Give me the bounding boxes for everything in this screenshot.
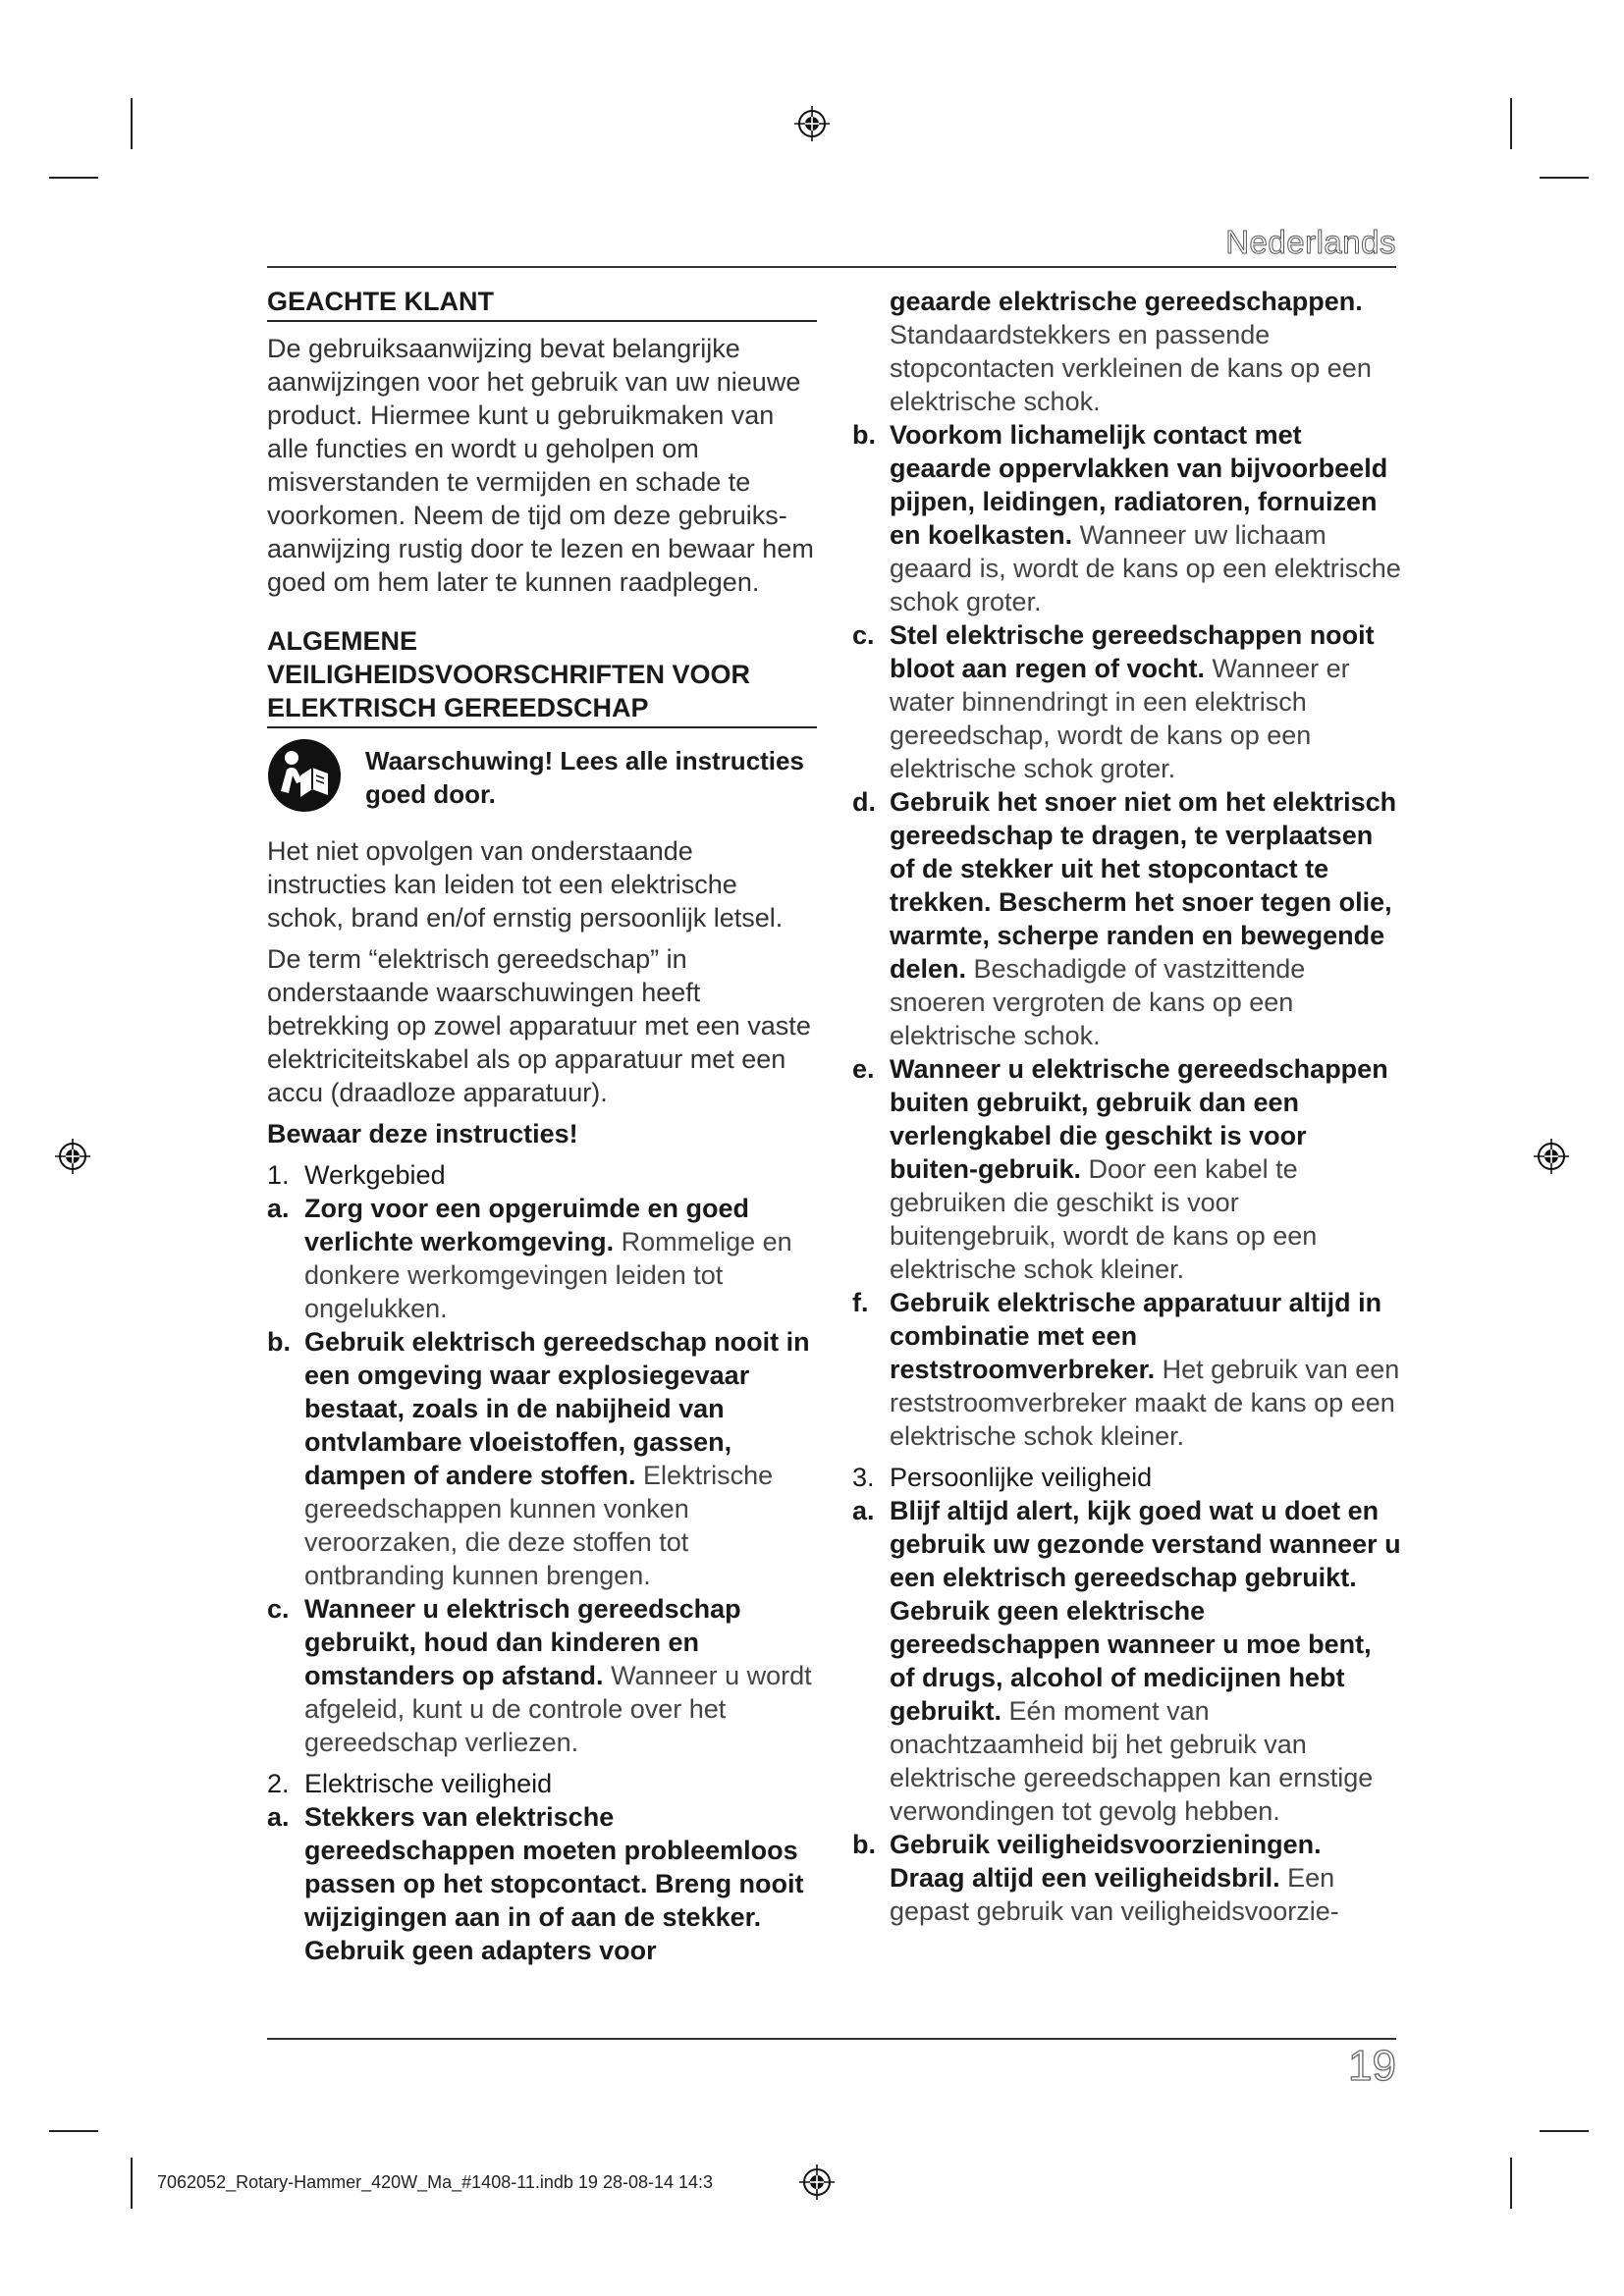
list-item <box>267 1800 817 1967</box>
item-bold-text: Voorkom lichamelijk contact met geaarde oppervlakken van bijvoorbeeld pijpen, leidingen, radiatoren, fornuizen en koelkasten. <box>890 420 1388 550</box>
list-item <box>267 1192 817 1325</box>
list-item <box>267 1325 817 1592</box>
list-item <box>852 1052 1402 1286</box>
item-label: b. <box>852 420 876 450</box>
registration-mark-icon <box>53 1137 92 1176</box>
item-label: f. <box>852 1288 869 1317</box>
section-title: Werkgebied <box>304 1160 446 1190</box>
crop-mark <box>1540 2130 1589 2132</box>
list-item <box>852 618 1402 785</box>
paragraph-term-definition: De term “elektrisch gereedschap” in onderstaande waarschuwingen heeft betrekking op zowel apparatuur met een vaste elektriciteitskabel als op apparatuur met een accu (draadloze apparatuur). <box>267 944 811 1107</box>
crop-mark <box>1510 2158 1512 2209</box>
page-number: 19 <box>1348 2042 1396 2090</box>
list-item <box>267 1592 817 1759</box>
registration-mark-icon <box>797 2163 837 2202</box>
read-manual-icon <box>267 738 342 813</box>
item-label: b. <box>267 1327 291 1357</box>
item-body-text: Rommelige en donkere werkomgevingen leiden tot ongelukken. <box>304 1227 792 1323</box>
item-label: d. <box>852 787 876 817</box>
list-item <box>852 418 1402 618</box>
item-body-text: Wanneer er water binnendringt in een elektrisch gereedschap, wordt de kans op een elektrische schok groter. <box>890 654 1350 783</box>
footer-rule <box>267 2038 1396 2040</box>
item-body-text: Een gepast gebruik van veiligheidsvoorzie- <box>890 1863 1339 1926</box>
item-bold-text: Gebruik elektrisch gereedschap nooit in een omgeving waar explosiegevaar bestaat, zoals in de nabijheid van ontvlambare vloeistoffen, gassen, dampen of andere stoffen. <box>304 1327 810 1490</box>
item-bold-text: Blijf altijd alert, kijk goed wat u doet en gebruik uw gezonde verstand wanneer u een elektrisch gereedschap gebruikt. Gebruik geen elektrische gereedschappen wanneer u moe bent, of drugs, alcohol of medicijnen hebt gebruikt. <box>890 1496 1401 1726</box>
item-bold-text: Wanneer u elektrische gereedschappen buiten gebruikt, gebruik dan een verlengkabel die geschikt is voor buiten-gebruik. <box>890 1054 1388 1184</box>
item-label: b. <box>852 1830 876 1859</box>
section-number: 1. <box>267 1160 290 1190</box>
file-info: 7062052_Rotary-Hammer_420W_Ma_#1408-11.indb 19 <box>157 2172 598 2192</box>
item-body-text: Wanneer uw lichaam geaard is, wordt de kans op een elektrische schok groter. <box>890 520 1401 616</box>
crop-mark <box>1540 177 1589 179</box>
warning-block <box>267 738 817 813</box>
item-body-text: Standaardstekkers en passende stopcontacten verkleinen de kans op een elektrische schok. <box>890 320 1372 416</box>
section-heading-electrical-safety <box>267 1767 817 1800</box>
crop-mark <box>131 98 133 149</box>
section-number: 2. <box>267 1769 290 1798</box>
keep-instructions-note: Bewaar deze instructies! <box>267 1119 578 1148</box>
section-title: Elektrische veiligheid <box>304 1769 553 1798</box>
item-bold-text: Stekkers van elektrische gereedschappen moeten probleemloos passen op het stopcontact. Breng nooit wijzigingen aan in of aan de stekker. Gebruik geen adapters voor <box>304 1802 804 1965</box>
crop-mark <box>49 2130 98 2132</box>
list-item <box>852 1286 1402 1453</box>
print-date-time: 28-08-14 14:3 <box>602 2172 714 2192</box>
language-label: Nederlands <box>1225 224 1396 260</box>
left-column <box>267 285 817 1967</box>
item-bold-text: Gebruik het snoer niet om het elektrisch gereedschap te dragen, te verplaatsen of de stekker uit het stopcontact te trekken. Bescherm het snoer tegen olie, warmte, scherpe randen en bewegende delen. <box>890 787 1397 984</box>
section-heading-personal-safety <box>852 1461 1402 1494</box>
item-bold-text: Zorg voor een opgeruimde en goed verlichte werkomgeving. <box>304 1194 750 1256</box>
item-label: c. <box>852 620 875 650</box>
section-title: Persoonlijke veiligheid <box>890 1463 1153 1492</box>
print-slug <box>157 2172 713 2193</box>
item-body-text: Beschadigde of vastzittende snoeren vergroten de kans op een elektrische schok. <box>890 954 1306 1050</box>
paragraph-noncompliance: Het niet opvolgen van onderstaande instructies kan leiden tot een elektrische schok, brand en/of ernstig persoonlijk letsel. <box>267 836 784 933</box>
list-item-continued <box>852 285 1402 418</box>
crop-mark <box>1510 98 1512 149</box>
list-item <box>852 1494 1402 1828</box>
section-number: 3. <box>852 1463 875 1492</box>
item-bold-text: geaarde elektrische gereedschappen. <box>890 287 1363 316</box>
item-label: a. <box>267 1194 290 1223</box>
crop-mark <box>49 177 98 179</box>
item-body-text: Wanneer u wordt afgeleid, kunt u de controle over het gereedschap verliezen. <box>304 1661 812 1757</box>
heading-safety-instructions: ALGEMENE VEILIGHEIDSVOORSCHRIFTEN VOOR ELEKTRISCH GEREEDSCHAP <box>267 624 817 728</box>
item-label: a. <box>852 1496 875 1525</box>
item-bold-text: Gebruik veiligheidsvoorzieningen. Draag altijd een veiligheidsbril. <box>890 1830 1322 1893</box>
registration-mark-icon <box>1532 1137 1571 1176</box>
item-body-text: Het gebruik van een reststroomverbreker maakt de kans op een elektrische schok kleiner. <box>890 1355 1400 1451</box>
right-column <box>852 285 1402 1928</box>
intro-paragraph: De gebruiksaanwijzing bevat belangrijke aanwijzingen voor het gebruik van uw nieuwe product. Hiermee kunt u gebruikmaken van alle functies en wordt u geholpen om misverstanden te vermijden en schade te voorkomen. Neem de tijd om deze gebruiks-aanwijzing rustig door te lezen en bewaar hem goed om hem later te kunnen raadplegen. <box>267 334 814 597</box>
list-item <box>852 785 1402 1052</box>
item-label: c. <box>267 1594 290 1624</box>
section-heading-work-area <box>267 1158 817 1192</box>
header-rule <box>267 266 1396 268</box>
item-body-text: Door een kabel te gebruiken die geschikt is voor buitengebruik, wordt de kans op een elektrische schok kleiner. <box>890 1154 1318 1284</box>
list-item <box>852 1828 1402 1928</box>
item-body-text: Eén moment van onachtzaamheid bij het gebruik van elektrische gereedschappen kan ernstige verwondingen tot gevolg hebben. <box>890 1696 1374 1826</box>
item-body-text: Elektrische gereedschappen kunnen vonken veroorzaken, die deze stoffen tot ontbranding kunnen brengen. <box>304 1461 774 1590</box>
crop-mark <box>131 2158 133 2209</box>
heading-dear-customer: GEACHTE KLANT <box>267 285 817 322</box>
item-label: a. <box>267 1802 290 1832</box>
item-bold-text: Gebruik elektrische apparatuur altijd in combinatie met een reststroomverbreker. <box>890 1288 1382 1384</box>
warning-text: Waarschuwing! Lees alle instructies goed door. <box>365 746 804 809</box>
registration-mark-icon <box>792 104 832 143</box>
item-label: e. <box>852 1054 875 1084</box>
item-bold-text: Stel elektrische gereedschappen nooit bloot aan regen of vocht. <box>890 620 1375 683</box>
item-bold-text: Wanneer u elektrisch gereedschap gebruikt, houd dan kinderen en omstanders op afstand. <box>304 1594 741 1690</box>
